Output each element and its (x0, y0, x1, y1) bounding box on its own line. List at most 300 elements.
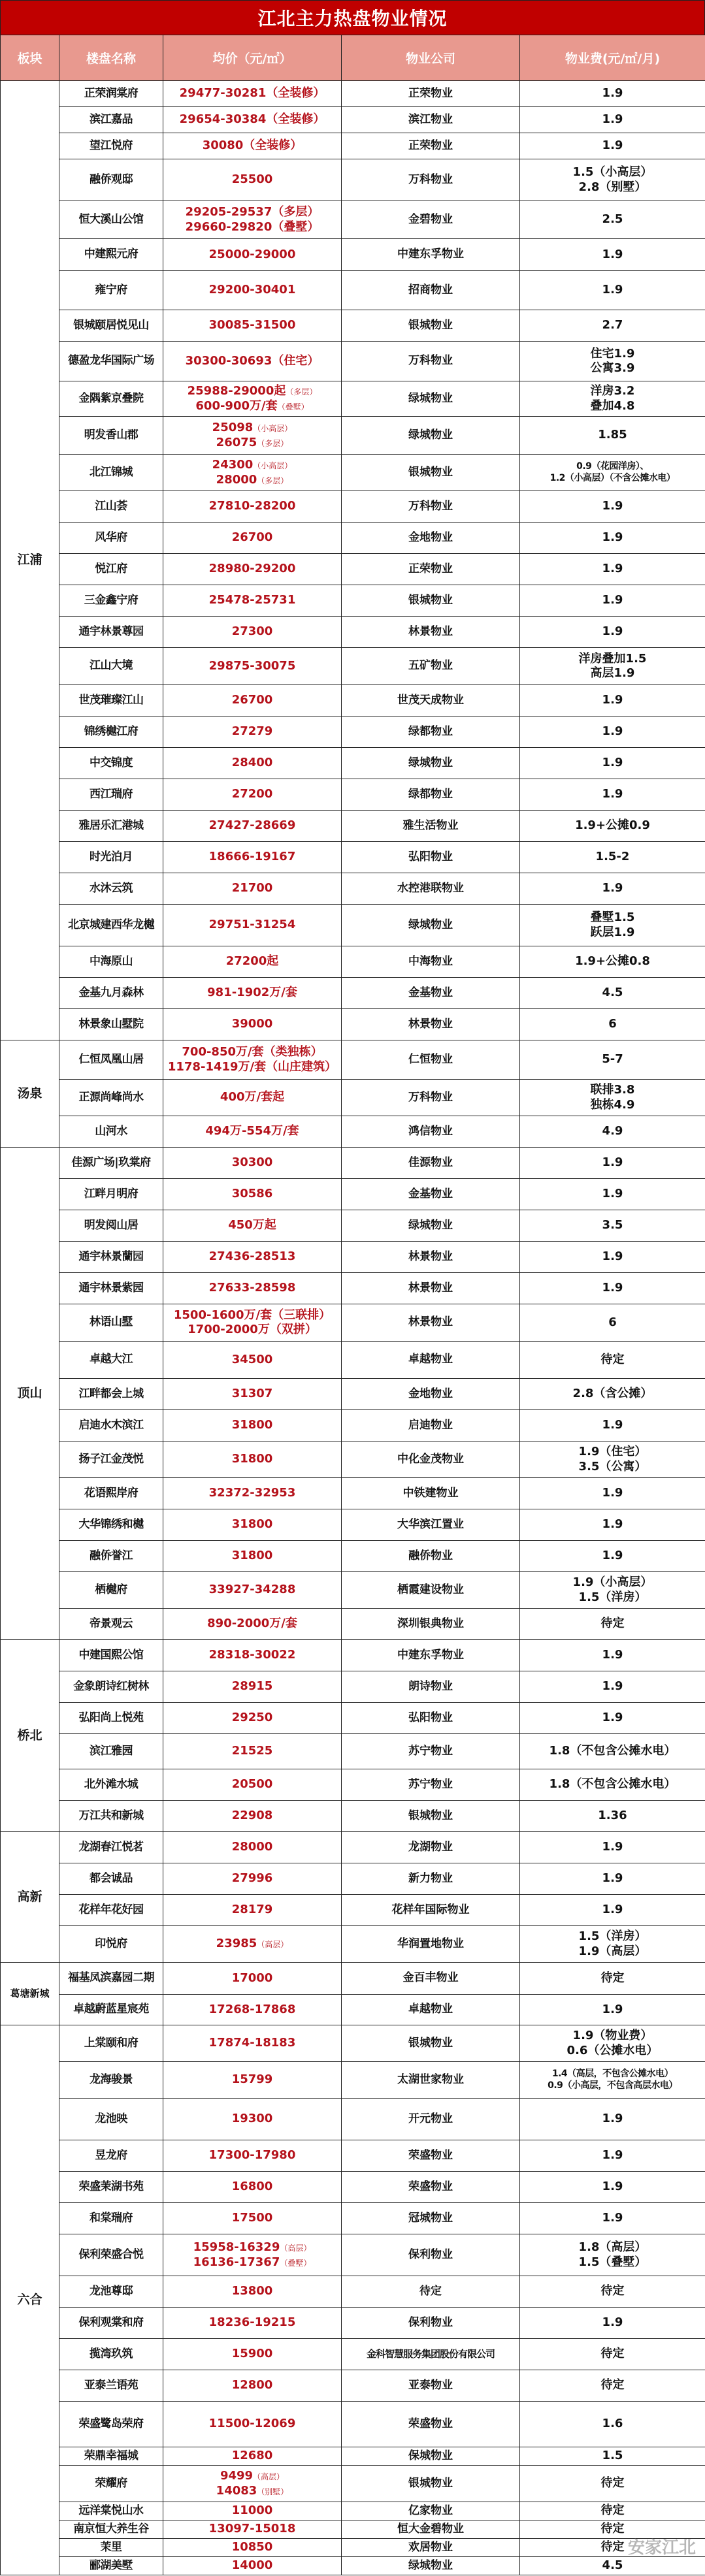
price-line (165, 818, 340, 833)
project-name: 明发阅山居 (59, 1210, 163, 1242)
fee-cell (520, 1273, 705, 1304)
project-name: 中建熙元府 (59, 239, 163, 271)
price-main: 31800 (231, 1549, 273, 1563)
price-main: 30080（全装修） (202, 138, 303, 153)
fee-line: 1.9 (602, 530, 623, 545)
price-line (165, 1937, 340, 1952)
fee-cell (520, 1242, 705, 1273)
fee-cell (520, 617, 705, 648)
price-cell (163, 2466, 342, 2502)
project-name: 山河水 (59, 1116, 163, 1148)
fee-cell (520, 417, 705, 455)
company-name: 绿城物业 (342, 381, 520, 417)
project-name: 大华锦绣和樾 (59, 1509, 163, 1541)
table-row (1, 1304, 705, 1342)
company-name: 金基物业 (342, 978, 520, 1009)
price-cell (163, 1342, 342, 1379)
table-row (1, 2025, 705, 2062)
table-row (1, 1895, 705, 1926)
price-line (165, 220, 340, 235)
price-main: 12680 (231, 2449, 273, 2463)
fee-line: 1.9 (602, 1418, 623, 1432)
price-cell (163, 1509, 342, 1541)
company-name: 弘阳物业 (342, 1703, 520, 1734)
price-cell (163, 748, 342, 779)
table-row (1, 1478, 705, 1509)
price-main: 23985 (216, 1937, 257, 1951)
price-cell (163, 1179, 342, 1210)
price-cell (163, 491, 342, 523)
fee-line: 1.9 (602, 2148, 623, 2163)
fee-cell (520, 811, 705, 842)
price-line (165, 2148, 340, 2163)
price-cell (163, 1572, 342, 1609)
price-main: 27427-28669 (208, 818, 296, 833)
price-line (165, 562, 340, 577)
table-row (1, 554, 705, 585)
price-main: 29660-29820（叠墅） (185, 219, 320, 234)
project-name: 通宇林景紫园 (59, 1273, 163, 1304)
fee-line: 1.2（小高层）（不含公摊水电） (549, 472, 676, 483)
company-name: 林景物业 (342, 1242, 520, 1273)
price-main: 29654-30384（全装修） (179, 112, 325, 127)
table-row (1, 1040, 705, 1080)
price-main: 400万/套起 (220, 1090, 285, 1104)
company-name: 卓越物业 (342, 1342, 520, 1379)
company-name: 金百丰物业 (342, 1963, 520, 1995)
table-row (1, 1009, 705, 1040)
company-name: 开元物业 (342, 2099, 520, 2140)
fee-cell (520, 2140, 705, 2172)
price-line (165, 2558, 340, 2573)
price-cell (163, 2140, 342, 2172)
fee-line: 1.9（小高层） (572, 1575, 653, 1589)
fee-line: 1.9 (602, 1549, 623, 1563)
company-name: 深圳银典物业 (342, 1609, 520, 1640)
price-line (165, 2315, 340, 2330)
price-line (165, 1840, 340, 1855)
company-name: 正荣物业 (342, 81, 520, 107)
price-line (165, 1679, 340, 1694)
price-line (165, 1323, 340, 1338)
fee-cell (520, 2276, 705, 2308)
project-name: 花样年花好园 (59, 1895, 163, 1926)
price-main: 29477-30281（全装修） (179, 86, 325, 101)
price-line (165, 1971, 340, 1986)
price-cell (163, 2447, 342, 2466)
price-cell (163, 1895, 342, 1926)
price-line (165, 2469, 340, 2484)
fee-cell (520, 1040, 705, 1080)
price-cell (163, 133, 342, 159)
table-row (1, 1863, 705, 1895)
fee-line: 1.9 (602, 1249, 623, 1264)
fee-cell (520, 2234, 705, 2276)
fee-cell (520, 1863, 705, 1895)
project-name: 北外滩水城 (59, 1769, 163, 1801)
fee-cell (520, 716, 705, 748)
fee-line: 2.8（含公摊） (572, 1387, 653, 1401)
table-row (1, 1410, 705, 1441)
price-main: 27810-28200 (208, 499, 296, 513)
price-line (165, 787, 340, 802)
price-cell (163, 1963, 342, 1995)
price-main: 14000 (231, 2558, 273, 2573)
company-name: 亚泰物业 (342, 2370, 520, 2402)
company-name: 滨江物业 (342, 107, 520, 133)
price-line (165, 1218, 340, 1233)
company-name: 冠城物业 (342, 2203, 520, 2234)
company-name: 保利物业 (342, 2308, 520, 2339)
price-cell (163, 1441, 342, 1478)
price-main: 31307 (231, 1387, 273, 1401)
company-name: 林景物业 (342, 617, 520, 648)
fee-cell (520, 1148, 705, 1179)
price-cell (163, 2308, 342, 2339)
company-name: 绿城物业 (342, 417, 520, 455)
price-cell (163, 201, 342, 239)
company-name: 荣盛物业 (342, 2172, 520, 2203)
company-name: 银城物业 (342, 1801, 520, 1832)
price-main: 16136-17367 (193, 2255, 280, 2269)
price-main: 17300-17980 (208, 2148, 296, 2163)
price-main: 31800 (231, 1517, 273, 1532)
project-name: 万江共和新城 (59, 1801, 163, 1832)
price-line (165, 1903, 340, 1918)
fee-cell (520, 2539, 705, 2557)
price-cell (163, 2234, 342, 2276)
price-main: 29200-30401 (208, 283, 296, 297)
price-cell (163, 1863, 342, 1895)
fee-line: 1.9 (602, 283, 623, 297)
project-name: 都会诚品 (59, 1863, 163, 1895)
price-main: 12800 (231, 2378, 273, 2392)
price-main: 28000 (231, 1840, 273, 1854)
table-title: 江北主力热盘物业情况 (0, 0, 705, 35)
fee-line: 联排3.8 (590, 1083, 635, 1097)
price-main: 1700-2000万（双拼） (188, 1323, 317, 1336)
table-row (1, 2466, 705, 2502)
fee-cell (520, 1116, 705, 1148)
price-main: 27279 (231, 724, 273, 739)
price-cell (163, 1995, 342, 2025)
table-row (1, 2203, 705, 2234)
project-name: 荣耀府 (59, 2466, 163, 2502)
project-name: 北京城建西华龙樾 (59, 905, 163, 946)
price-line (165, 1090, 340, 1105)
property-table (0, 35, 705, 2575)
fee-line: 叠墅1.5 (590, 910, 635, 924)
table-row (1, 1116, 705, 1148)
price-main: 29205-29537（多层） (185, 205, 320, 219)
fee-cell (520, 1769, 705, 1801)
price-main: 15799 (231, 2072, 273, 2087)
project-name: 荣盛茉湖书苑 (59, 2172, 163, 2203)
project-name: 雍宁府 (59, 271, 163, 310)
price-note: （别墅） (257, 2487, 289, 2496)
table-row (1, 905, 705, 946)
fee-line: 1.8（不包含公摊水电） (549, 1777, 676, 1792)
fee-cell (520, 648, 705, 685)
price-main: 27996 (231, 1871, 273, 1886)
fee-line: 2.8（别墅） (578, 180, 647, 194)
price-cell (163, 271, 342, 310)
table-row (1, 748, 705, 779)
price-note: （高层） (253, 2472, 285, 2481)
fee-line: 1.9 (602, 499, 623, 513)
price-line (165, 2003, 340, 2018)
company-name: 林景物业 (342, 1304, 520, 1342)
table-row (1, 2402, 705, 2447)
price-line (165, 2112, 340, 2127)
price-cell (163, 2025, 342, 2062)
company-name: 绿城物业 (342, 905, 520, 946)
company-name: 绿城物业 (342, 1210, 520, 1242)
company-name: 仁恒物业 (342, 1040, 520, 1080)
fee-line: 1.36 (598, 1809, 627, 1823)
price-cell (163, 2539, 342, 2557)
table-row (1, 2276, 705, 2308)
price-main: 1500-1600万/套（三联排） (173, 1308, 331, 1322)
fee-cell (520, 1379, 705, 1410)
price-line (165, 1281, 340, 1296)
price-line (165, 2180, 340, 2195)
table-row (1, 1640, 705, 1671)
price-cell (163, 1410, 342, 1441)
price-note: （小高层） (253, 424, 293, 433)
company-name: 欢居物业 (342, 2539, 520, 2557)
fee-cell (520, 271, 705, 310)
project-name: 龙湖春江悦茗 (59, 1832, 163, 1863)
company-name: 银城物业 (342, 310, 520, 342)
company-name: 世茂天成物业 (342, 685, 520, 716)
price-cell (163, 1541, 342, 1572)
company-name: 保城物业 (342, 2447, 520, 2466)
project-name: 锦绣樾江府 (59, 716, 163, 748)
fee-cell (520, 1541, 705, 1572)
price-line (165, 248, 340, 263)
project-name: 亚泰兰语苑 (59, 2370, 163, 2402)
price-main: 26075 (216, 435, 257, 449)
fee-line: 待定 (600, 2540, 625, 2554)
company-name: 保利物业 (342, 2234, 520, 2276)
fee-line: 1.9 (602, 562, 623, 576)
price-main: 981-1902万/套 (207, 986, 297, 1000)
price-main: 16800 (231, 2180, 273, 2194)
project-name: 卓越蔚蓝星宸苑 (59, 1995, 163, 2025)
project-name: 昱龙府 (59, 2140, 163, 2172)
table-row (1, 2539, 705, 2557)
fee-line: 1.9 (602, 756, 623, 770)
project-name: 林景象山墅院 (59, 1009, 163, 1040)
project-name: 保利荣盛合悦 (59, 2234, 163, 2276)
price-cell (163, 685, 342, 716)
fee-line: 1.9 (602, 693, 623, 707)
fee-cell (520, 1832, 705, 1863)
table-row (1, 491, 705, 523)
project-name: 江畔都会上城 (59, 1379, 163, 1410)
price-cell (163, 779, 342, 811)
table-row (1, 1179, 705, 1210)
price-cell (163, 2370, 342, 2402)
company-name: 金基物业 (342, 1179, 520, 1210)
price-cell (163, 2339, 342, 2370)
table-row (1, 1242, 705, 1273)
table-row (1, 1734, 705, 1769)
project-name: 通宇林景尊园 (59, 617, 163, 648)
price-main: 11500-12069 (208, 2417, 296, 2431)
company-name: 苏宁物业 (342, 1734, 520, 1769)
header-company: 物业公司 (342, 35, 520, 81)
company-name: 林景物业 (342, 1009, 520, 1040)
table-row (1, 2062, 705, 2099)
company-name: 金地物业 (342, 1379, 520, 1410)
price-note: （多层） (257, 475, 289, 485)
company-name: 启迪物业 (342, 1410, 520, 1441)
price-cell (163, 946, 342, 978)
price-main: 26700 (231, 530, 273, 545)
fee-line: 1.8（不包含公摊水电） (549, 1744, 676, 1758)
fee-line: 洋房叠加1.5 (578, 651, 647, 666)
company-name: 鸿信物业 (342, 1116, 520, 1148)
price-line (165, 2484, 340, 2499)
price-main: 30085-31500 (208, 318, 296, 332)
company-name: 栖霞建设物业 (342, 1572, 520, 1609)
project-name: 郦湖美墅 (59, 2557, 163, 2575)
company-name: 中化金茂物业 (342, 1441, 520, 1478)
fee-cell (520, 1734, 705, 1769)
project-name: 江畔月明府 (59, 1179, 163, 1210)
fee-line: 1.5-2 (595, 850, 630, 864)
price-main: 25478-25731 (208, 593, 296, 607)
table-row (1, 1769, 705, 1801)
price-cell (163, 1478, 342, 1509)
fee-line: 1.9（高层） (578, 1944, 647, 1958)
price-main: 29250 (231, 1711, 273, 1725)
fee-cell (520, 81, 705, 107)
fee-cell (520, 2557, 705, 2575)
price-main: 26700 (231, 693, 273, 707)
price-cell (163, 1273, 342, 1304)
price-main: 9499 (220, 2469, 254, 2483)
price-line (165, 1871, 340, 1886)
price-main: 600-900万/套 (195, 398, 278, 413)
table-row (1, 2520, 705, 2539)
project-name: 融侨观邸 (59, 159, 163, 201)
table-row (1, 1080, 705, 1116)
table-row (1, 310, 705, 342)
company-name: 水控港联物业 (342, 873, 520, 905)
price-line (165, 1777, 340, 1792)
price-line (165, 1486, 340, 1501)
project-name: 通宇林景蘭园 (59, 1242, 163, 1273)
price-main: 450万起 (228, 1218, 276, 1232)
fee-cell (520, 1895, 705, 1926)
price-main: 30300 (231, 1155, 273, 1170)
fee-line: 1.9 (602, 1281, 623, 1295)
price-main: 27300 (231, 624, 273, 639)
price-line (165, 1308, 340, 1323)
table-row (1, 2234, 705, 2276)
price-cell (163, 978, 342, 1009)
block-cell: 汤泉 (1, 1040, 59, 1148)
price-cell (163, 417, 342, 455)
price-main: 27200 (231, 787, 273, 801)
fee-cell (520, 2402, 705, 2447)
price-cell (163, 2520, 342, 2539)
price-main: 30300-30693（住宅） (185, 353, 320, 368)
price-line (165, 1187, 340, 1202)
price-line (165, 954, 340, 969)
table-row (1, 271, 705, 310)
price-main: 700-850万/套（类独栋） (182, 1045, 323, 1059)
fee-line: 1.9 (602, 138, 623, 153)
price-line (165, 112, 340, 127)
price-line (165, 624, 340, 639)
fee-cell (520, 381, 705, 417)
fee-cell (520, 2466, 705, 2502)
price-main: 29751-31254 (208, 918, 296, 932)
fee-line: 待定 (600, 1617, 625, 1631)
table-row (1, 1995, 705, 2025)
price-cell (163, 81, 342, 107)
project-name: 正荣润棠府 (59, 81, 163, 107)
price-line (165, 1045, 340, 1060)
company-name: 中建东孚物业 (342, 239, 520, 271)
company-name: 雅生活物业 (342, 811, 520, 842)
project-name: 上棠颐和府 (59, 2025, 163, 2062)
table-row (1, 2370, 705, 2402)
fee-line: 1.9 (602, 2002, 623, 2016)
price-cell (163, 2172, 342, 2203)
table-row (1, 1832, 705, 1863)
project-name: 三金鑫宁府 (59, 585, 163, 617)
price-main: 28318-30022 (208, 1648, 296, 1662)
table-row (1, 585, 705, 617)
fee-line: 3.5 (602, 1218, 623, 1232)
price-cell (163, 1379, 342, 1410)
fee-line: 1.9（住宅） (578, 1445, 647, 1458)
project-name: 茉里 (59, 2539, 163, 2557)
table-row (1, 455, 705, 491)
price-line (165, 1549, 340, 1564)
price-cell (163, 523, 342, 554)
price-line (165, 1124, 340, 1139)
table-row (1, 1342, 705, 1379)
fee-cell (520, 779, 705, 811)
fee-cell (520, 2025, 705, 2062)
fee-cell (520, 946, 705, 978)
fee-line: 1.9 (602, 2315, 623, 2330)
fee-cell (520, 1441, 705, 1478)
project-name: 江山荟 (59, 491, 163, 523)
fee-line: 0.9（花园洋房）、 (576, 461, 649, 472)
price-main: 25988-29000起 (187, 384, 286, 398)
company-name: 龙湖物业 (342, 1832, 520, 1863)
table-row (1, 1609, 705, 1640)
price-line (165, 283, 340, 298)
price-line (165, 1583, 340, 1598)
price-main: 17000 (231, 1971, 273, 1985)
company-name: 中铁建物业 (342, 1478, 520, 1509)
company-name: 银城物业 (342, 2025, 520, 2062)
block-cell: 高新 (1, 1832, 59, 1963)
price-note: （叠墅） (280, 2258, 312, 2268)
fee-cell (520, 201, 705, 239)
fee-cell (520, 2062, 705, 2099)
price-note: （高层） (257, 1940, 289, 1950)
price-line (165, 1711, 340, 1726)
